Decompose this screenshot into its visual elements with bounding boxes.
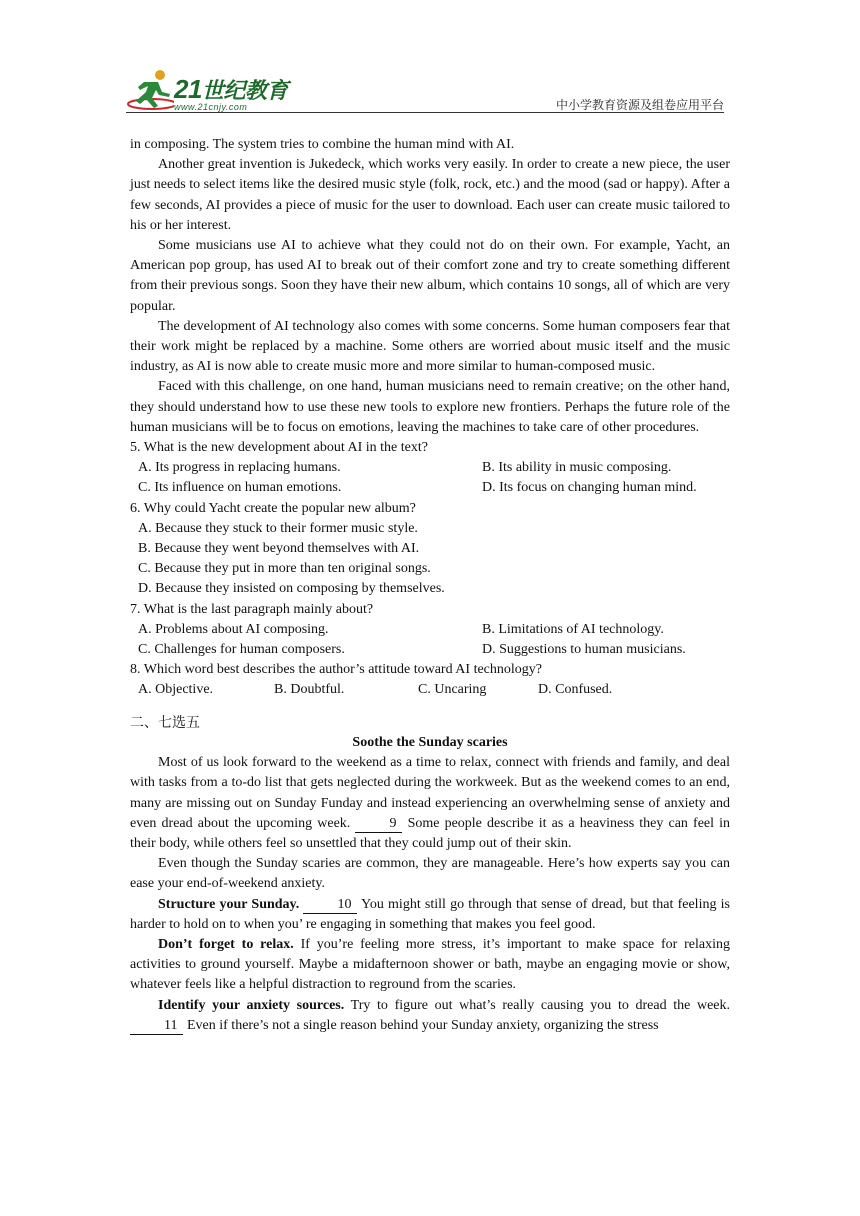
paragraph: Some musicians use AI to achieve what they could not do on their own. For example, Yacht, an American pop group, has used AI to break out of their comfort zone and try to create something different from their previous songs. Soon they have their new album, which contains 10 songs, all of which are very popular.: [130, 238, 730, 314]
option-b[interactable]: B. Because they went beyond themselves with AI.: [138, 541, 420, 557]
subheading: Structure your Sunday.: [158, 896, 300, 912]
paragraph: in composing. The system tries to combine the human mind with AI.: [130, 137, 515, 152]
question-6: [130, 499, 730, 600]
option-c[interactable]: C. Uncaring: [418, 682, 487, 698]
paragraph: Don’t forget to relax. If you’re feeling more stress, it’s important to make space for relaxing activities to ground yourself. Maybe a midafternoon shower or bath, maybe an engaging movie or show, whatever feels like a helpful distraction to reground from the scaries.: [130, 936, 730, 993]
blank-11[interactable]: 11: [130, 1018, 183, 1035]
paragraph: Most of us look forward to the weekend as a time to relax, connect with friends and family, and deal with tasks from a to-do list that gets neglected during the workweek. But as the weekend comes to an end, many are missing out on Sunday Funday and instead experiencing an overwhelming sense of anxiety and even dread about the upcoming week. 9 Some people describe it as a heaviness they can feel in their body, while others feel so unsettled that they could jump out of their skin.: [130, 755, 731, 851]
question-7: [130, 600, 730, 661]
question-stem: 6. Why could Yacht create the popular new album?: [130, 500, 416, 516]
section-heading: 二、七选五: [130, 714, 200, 731]
paragraph: The development of AI technology also comes with some concerns. Some human composers fear that their work might be replaced by a machine. Some others are worried about music itself and the music industry, as AI is now able to create music more and more similar to human-composed music.: [130, 318, 730, 375]
option-a[interactable]: A. Its progress in replacing humans.: [138, 460, 341, 476]
logo-number: 21: [174, 74, 202, 104]
blank-10[interactable]: 10: [303, 897, 357, 914]
option-a[interactable]: A. Objective.: [138, 682, 214, 698]
runner-logo-icon: [126, 68, 174, 114]
question-stem: 7. What is the last paragraph mainly about?: [130, 601, 374, 617]
option-b[interactable]: B. Its ability in music composing.: [482, 460, 672, 476]
paragraph: Identify your anxiety sources. Try to figure out what’s really causing you to dread the week. 11 Even if there’s not a single reason behind your Sunday anxiety, organizing the stress: [130, 996, 730, 1036]
paragraph: Faced with this challenge, on one hand, human musicians need to remain creative; on the other hand, they should understand how to use these new tools to explore new frontiers. Perhaps the future role of the human musicians will be to focus on emotions, leaving the machines to take care of other procedures.: [130, 379, 730, 435]
logo: [126, 68, 296, 114]
question-stem: 8. Which word best describes the author’s attitude toward AI technology?: [130, 662, 542, 678]
option-d[interactable]: D. Its focus on changing human mind.: [482, 480, 697, 496]
option-c[interactable]: C. Because they put in more than ten original songs.: [138, 561, 431, 577]
option-a[interactable]: A. Because they stuck to their former music style.: [138, 520, 418, 536]
paragraph: Structure your Sunday. 10 You might still go through that sense of dread, but that feeling is harder to hold on to when you’ re engaging in something that makes you feel good.: [130, 896, 730, 932]
header-divider: [126, 112, 724, 113]
subheading: Identify your anxiety sources.: [158, 997, 345, 1013]
paragraph: Another great invention is Jukedeck, which works very easily. In order to create a new piece, the user just needs to select items like the desired music style (folk, rock, etc.) and the mood (sad or happy). After a few seconds, AI provides a piece of music for the user to download. Each user can create music tailored to his or her interest.: [130, 157, 730, 233]
page-header: [126, 68, 724, 114]
option-c[interactable]: C. Its influence on human emotions.: [138, 480, 342, 496]
option-d[interactable]: D. Suggestions to human musicians.: [482, 642, 686, 658]
subheading: Don’t forget to relax.: [158, 936, 294, 952]
option-a[interactable]: A. Problems about AI composing.: [138, 621, 329, 637]
logo-url: www.21cnjy.com: [174, 102, 248, 112]
question-5: [130, 438, 730, 499]
option-b[interactable]: B. Limitations of AI technology.: [482, 621, 664, 637]
question-8: [130, 660, 730, 700]
question-stem: 5. What is the new development about AI in the text?: [130, 440, 428, 456]
blank-9[interactable]: 9: [355, 816, 402, 833]
paragraph: Even though the Sunday scaries are common, they are manageable. Here’s how experts say you can ease your end-of-weekend anxiety.: [130, 856, 730, 892]
logo-chinese-text: 世纪教育: [201, 78, 288, 103]
option-d[interactable]: D. Confused.: [538, 682, 613, 698]
option-d[interactable]: D. Because they insisted on composing by themselves.: [138, 581, 445, 597]
option-b[interactable]: B. Doubtful.: [274, 682, 345, 698]
platform-name: 中小学教育资源及组卷应用平台: [555, 98, 724, 112]
passage-title: Soothe the Sunday scaries: [352, 734, 508, 750]
document-body: [130, 135, 730, 1036]
option-c[interactable]: C. Challenges for human composers.: [138, 642, 345, 658]
